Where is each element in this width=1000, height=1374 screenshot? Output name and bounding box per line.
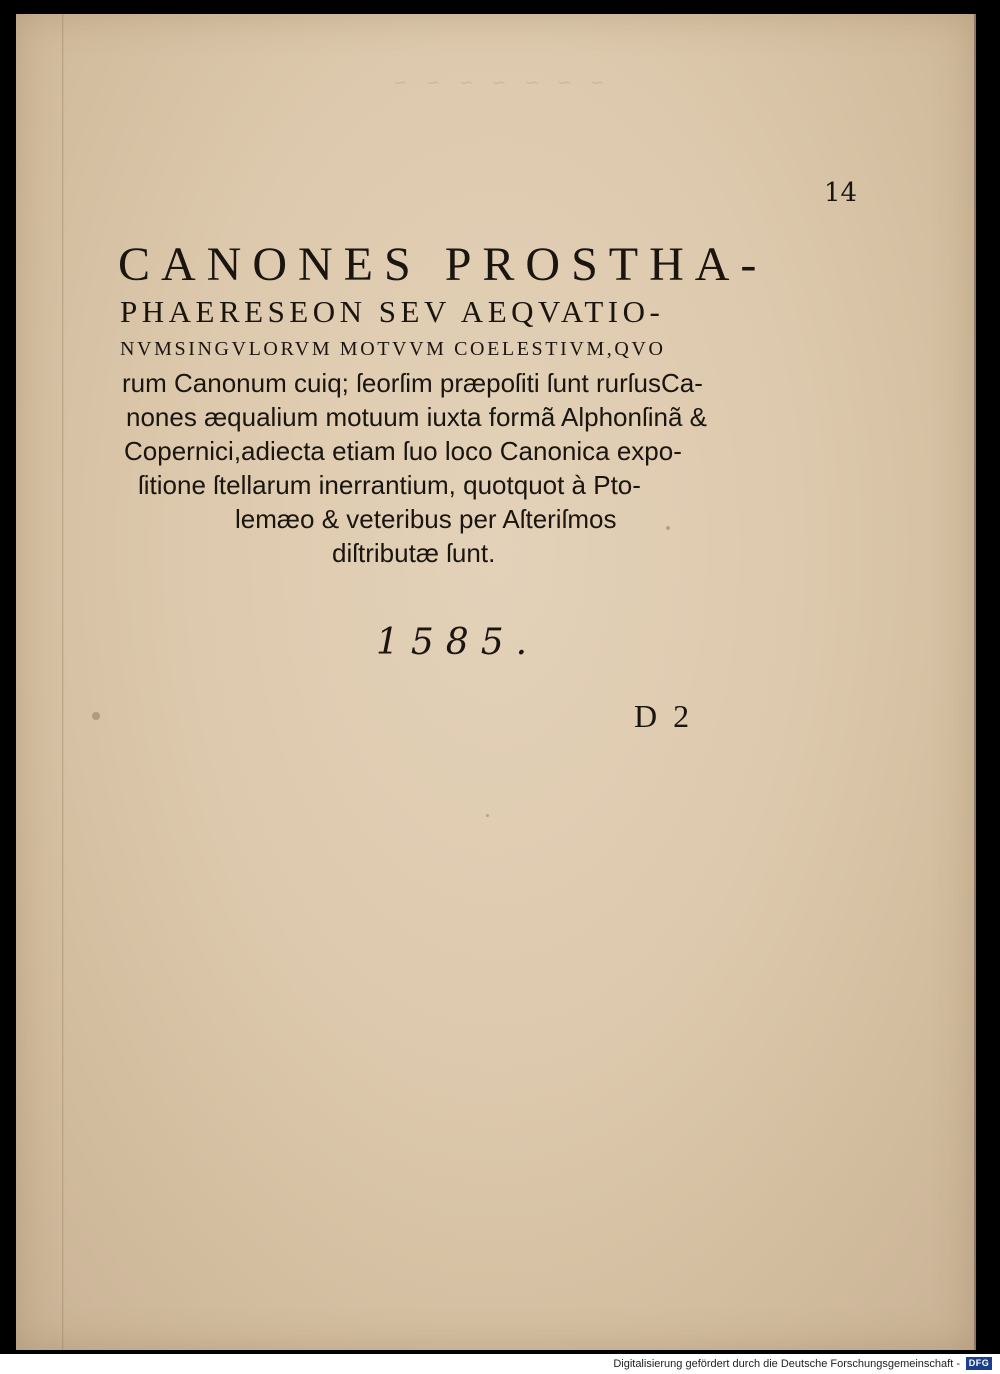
title-block bbox=[100, 238, 820, 570]
signature-mark: D 2 bbox=[634, 698, 694, 734]
title-line-7: ſitione ſtellarum inerrantium, quotquot à Pto- bbox=[138, 470, 641, 500]
page-number: 14 bbox=[824, 178, 858, 208]
bleed-through-marks: ~ ~ ~ ~ ~ ~ ~ bbox=[387, 72, 605, 93]
title-line-1: CANONES PROSTHA- bbox=[118, 238, 768, 291]
title-line-4: rum Canonum cuiq; ſeorſim præpoſiti ſunt rurſusCa- bbox=[122, 368, 703, 398]
ink-blot bbox=[486, 814, 489, 817]
title-line-8: lemæo & veteribus per Aſteriſmos bbox=[235, 504, 617, 534]
footer-bar bbox=[0, 1354, 1000, 1374]
dfg-logo: DFG bbox=[966, 1357, 992, 1370]
title-line-5: nones æqualium motuum iuxta formã Alphonſinã & bbox=[126, 402, 707, 432]
title-line-3: NVMSINGVLORVM MOTVVM COELESTIVM,QVO bbox=[120, 338, 666, 360]
title-line-9: diſtributæ ſunt. bbox=[332, 538, 496, 568]
title-line-2: PHAERESEON SEV AEQVATIO- bbox=[120, 294, 665, 329]
footer-credit: Digitalisierung gefördert durch die Deutsche Forschungsgemeinschaft - bbox=[613, 1358, 960, 1370]
book-page bbox=[16, 14, 976, 1350]
ink-blot bbox=[92, 712, 100, 720]
title-line-6: Copernici,adiecta etiam ſuo loco Canonica expo- bbox=[124, 436, 682, 466]
binding-crease bbox=[62, 14, 64, 1350]
publication-year: 1585. bbox=[376, 622, 540, 663]
